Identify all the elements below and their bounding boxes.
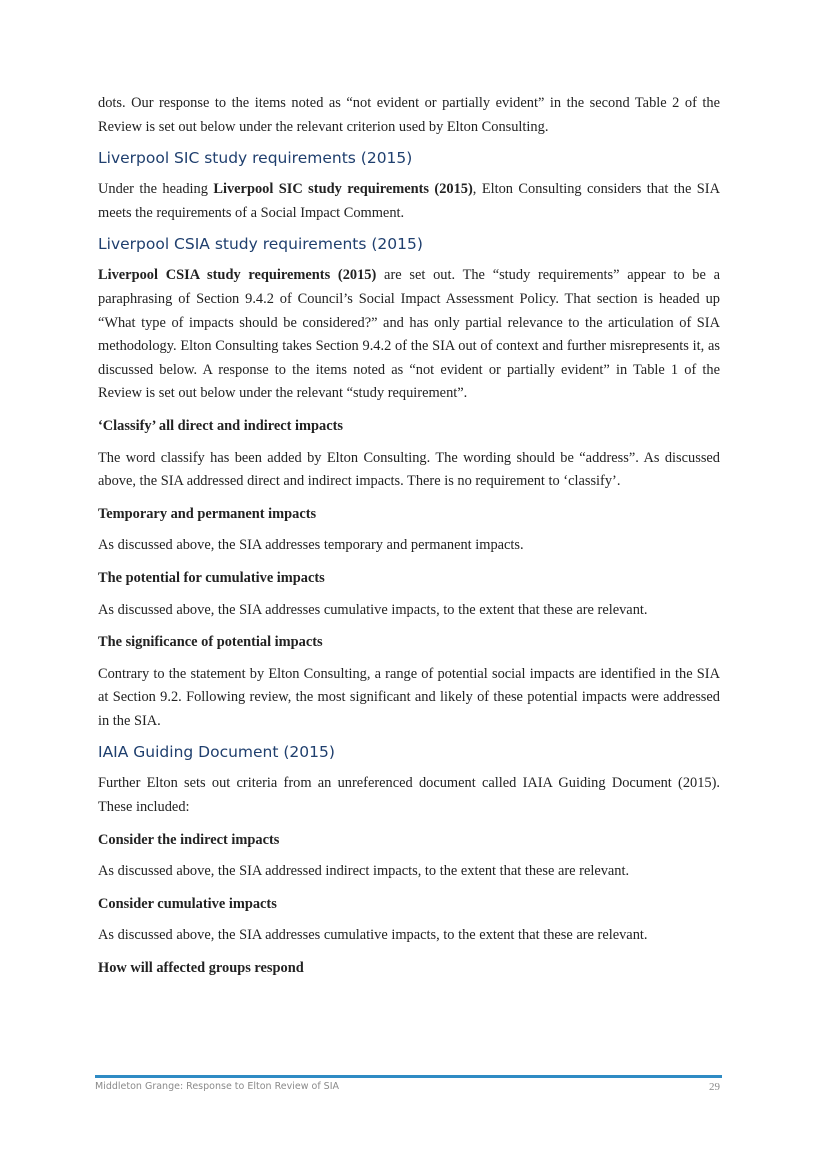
subheading: ‘Classify’ all direct and indirect impacts xyxy=(98,417,344,434)
text-run: As discussed above, the SIA addresses temporary and permanent impacts. xyxy=(98,537,524,554)
text-run: dots. Our response to the items noted as “not evident or partially evident” in the second Table 2 of the Review is set out below under the relevant criterion used by Elton Consulting. xyxy=(98,95,720,135)
paragraph xyxy=(98,264,720,406)
text-run: As discussed above, the SIA addresses cumulative impacts, to the extent that these are relevant. xyxy=(98,927,648,944)
text-run: Further Elton sets out criteria from an unreferenced document called IAIA Guiding Document (2015). These included: xyxy=(98,775,720,816)
text-run: As discussed above, the SIA addressed indirect impacts, to the extent that these are relevant. xyxy=(98,863,630,880)
footer-title: Middleton Grange: Response to Elton Review of SIA xyxy=(95,1081,340,1092)
paragraph xyxy=(98,534,720,558)
subheading: The potential for cumulative impacts xyxy=(98,569,325,586)
text-run: The word classify has been added by Elton Consulting. The wording should be “address”. As discussed above, the SIA addressed direct and indirect impacts. There is no requirement to ‘classify’. xyxy=(98,449,720,490)
paragraph xyxy=(98,860,720,884)
subheading: How will affected groups respond xyxy=(98,960,304,977)
subheading: The significance of potential impacts xyxy=(98,634,323,651)
paragraph xyxy=(98,772,720,819)
section-heading: IAIA Guiding Document (2015) xyxy=(98,743,335,762)
section-heading: Liverpool SIC study requirements (2015) xyxy=(98,149,413,168)
footer-rule xyxy=(95,1075,722,1078)
text-run: , Elton Consulting considers that the SIA meets the requirements of a Social Impact Comment. xyxy=(98,181,720,221)
bold-run: Liverpool CSIA study requirements (2015) xyxy=(98,267,377,284)
paragraph xyxy=(98,924,720,948)
paragraph xyxy=(98,92,720,139)
paragraph xyxy=(98,663,720,734)
subheading: Consider cumulative impacts xyxy=(98,895,277,912)
subheading: Consider the indirect impacts xyxy=(98,831,280,848)
text-run: Contrary to the statement by Elton Consulting, a range of potential social impacts are identified in the SIA at Section 9.2. Following review, the most significant and likely of these potential impacts were addressed in the SIA. xyxy=(98,665,720,729)
document-body xyxy=(98,92,720,989)
paragraph xyxy=(98,178,720,225)
paragraph xyxy=(98,599,720,623)
text-run: are set out. The “study requirements” appear to be a paraphrasing of Section 9.4.2 of Council’s Social Impact Assessment Policy. That section is headed up “What type of impacts should be considered?” and has only partial relevance to the articulation of SIA methodology. Elton Consulting takes Section 9.4.2 of the SIA out of context and further misrepresents it, as discussed below. A response to the items noted as “not evident or partially evident” in Table 1 of the Review is set out below under the relevant “study requirement”. xyxy=(98,267,721,402)
text-run: As discussed above, the SIA addresses cumulative impacts, to the extent that these are relevant. xyxy=(98,601,648,618)
section-heading: Liverpool CSIA study requirements (2015) xyxy=(98,235,423,254)
paragraph xyxy=(98,447,720,494)
bold-run: Liverpool SIC study requirements (2015) xyxy=(213,181,473,198)
text-run: Under the heading xyxy=(98,181,214,198)
page-number: 29 xyxy=(709,1081,720,1093)
subheading: Temporary and permanent impacts xyxy=(98,505,317,522)
